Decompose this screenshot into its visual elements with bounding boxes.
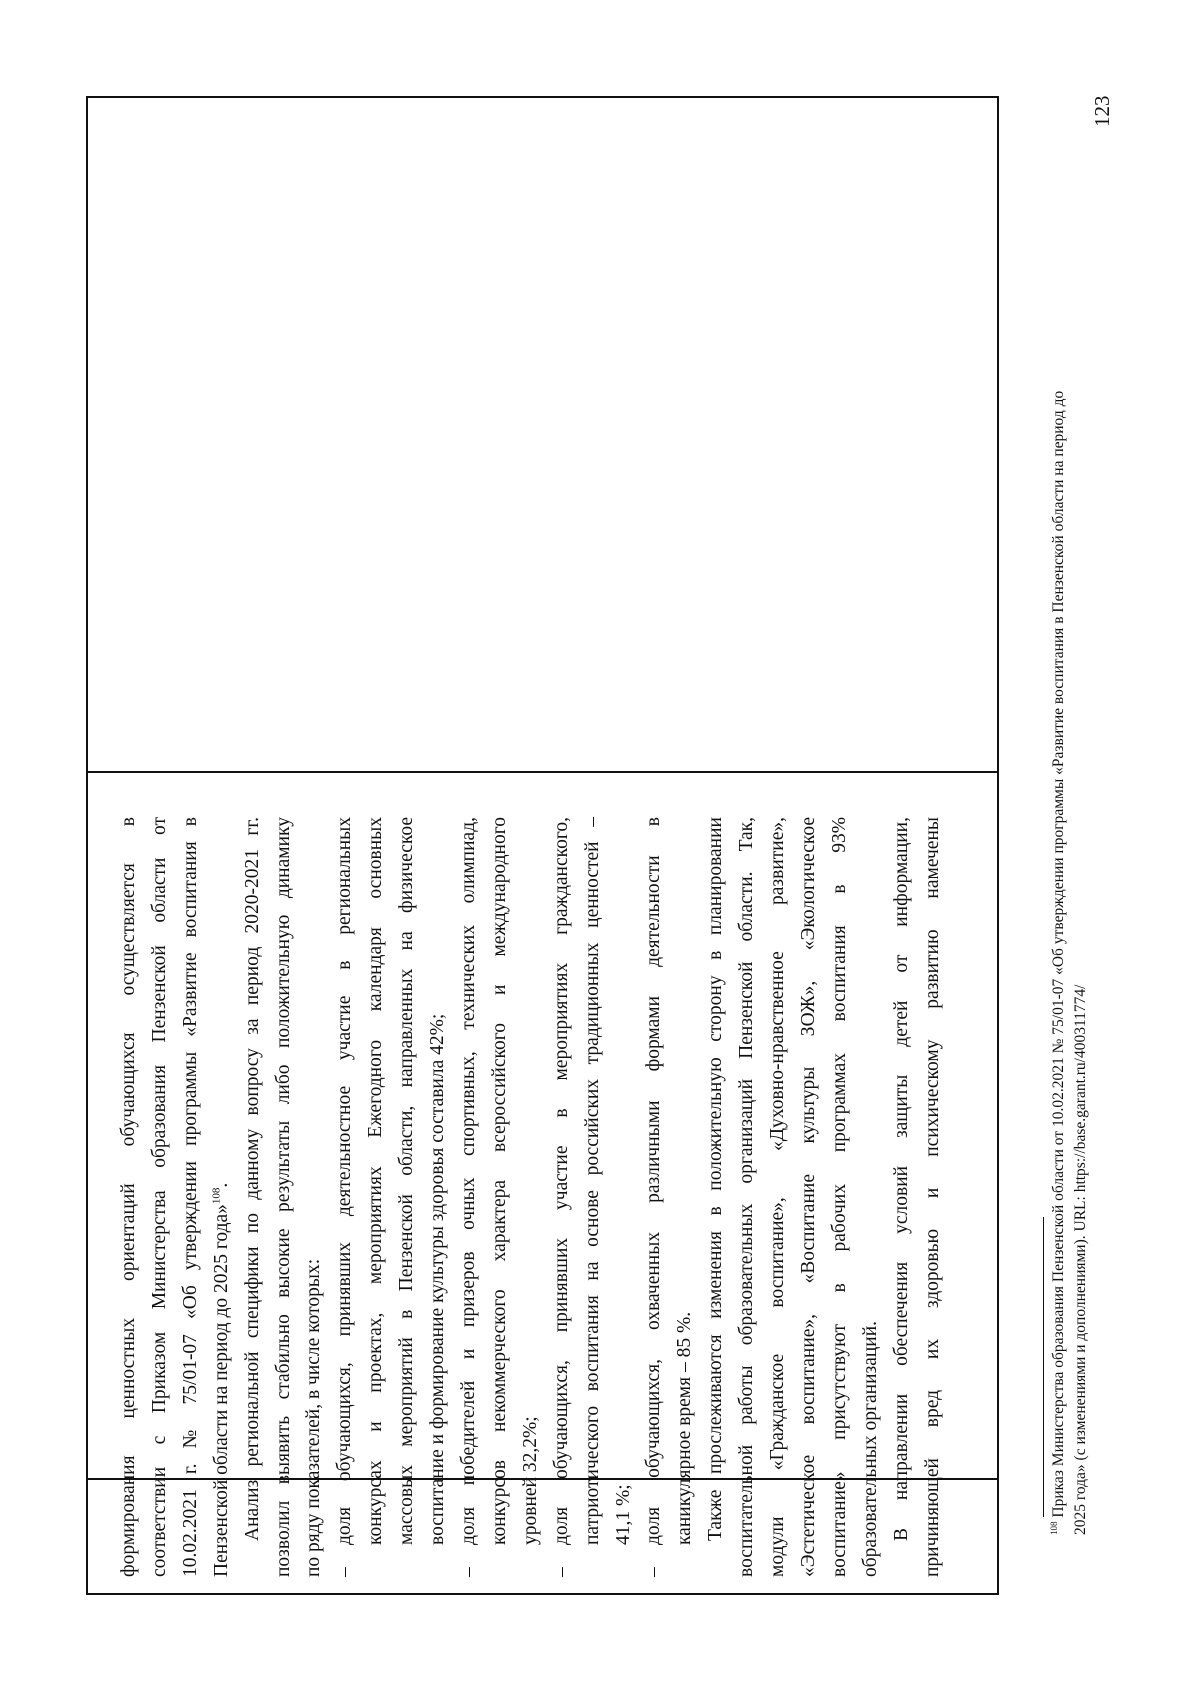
list-item	[454, 817, 547, 1577]
footnote-line: 2025 года» (с изменениями и дополнениями). URL: https://base.garant.ru/400311774/	[1072, 984, 1089, 1535]
text-fragment: Пензенской области на период до 2025 года»	[210, 1204, 232, 1577]
table-cell-text	[114, 817, 948, 1577]
list-item	[639, 817, 701, 1577]
text-line: позволил выявить стабильно высокие результаты либо положительную динамику	[272, 817, 294, 1577]
text-line: по ряду показателей, в числе которых:	[303, 1258, 325, 1577]
text-line: причиняющей вред их здоровью и психическому развитию намечены	[921, 817, 943, 1577]
text-line: образовательных организаций.	[859, 1320, 881, 1577]
footnote-reference: 108	[210, 1187, 223, 1205]
text-line: патриотического воспитания на основе российских традиционных ценностей –	[581, 817, 603, 1545]
text-line: соответствии с Приказом Министерства образования Пензенской области от	[148, 817, 170, 1577]
text-line: Также прослеживаются изменения в положительную сторону в планировании	[705, 817, 727, 1541]
text-line: конкурсах и проектах, мероприятиях Ежегодного календаря основных	[365, 817, 387, 1545]
text-line: доля победителей и призеров очных спортивных, технических олимпиад,	[457, 817, 479, 1545]
text-line: доля обучающихся, принявших участие в мероприятиях гражданского,	[550, 817, 572, 1545]
text-line: уровней 32,2%;	[519, 1416, 541, 1545]
text-line: модули «Гражданское воспитание», «Духовно-нравственное развитие»,	[767, 817, 789, 1577]
text-line	[207, 817, 238, 1577]
footnote-number: 108	[1048, 1521, 1059, 1535]
text-fragment: .	[210, 1182, 232, 1188]
text-line: доля обучающихся, охваченных различными формами деятельности в	[643, 817, 665, 1545]
list-item	[330, 817, 454, 1577]
text-line: «Эстетическое воспитание», «Воспитание культуры ЗОЖ», «Экологическое	[797, 817, 819, 1577]
text-line: В направлении обеспечения условий защиты детей от информации,	[890, 817, 912, 1541]
footnote-text: Приказ Министерства образования Пензенской области от 10.02.2021 № 75/01-07 «Об утверждении программы «Развитие воспитания в Пензенской области на период до	[1050, 390, 1067, 1518]
text-line: каникулярное время – 85 %.	[674, 1311, 696, 1545]
list-dash: –	[457, 1567, 479, 1577]
page-number: 123	[1090, 95, 1114, 127]
footnote-separator	[1043, 1217, 1044, 1517]
footnote	[1048, 105, 1092, 1535]
text-line: массовых мероприятий в Пензенской области, направленных на физическое	[396, 817, 418, 1545]
table-column-divider-right	[88, 771, 997, 773]
footnote-line	[1048, 105, 1070, 1535]
text-line: 41,1 %;	[612, 1484, 634, 1545]
list-dash: –	[334, 1567, 356, 1577]
text-line: воспитательной работы образовательных организаций Пензенской области. Так,	[736, 817, 758, 1577]
text-line: воспитание и формирование культуры здоровья составила 42%;	[427, 1013, 449, 1545]
list-dash: –	[550, 1567, 572, 1577]
text-line: доля обучающихся, принявших деятельностное участие в региональных	[334, 817, 356, 1545]
text-line: конкурсов некоммерческого характера всероссийского и международного	[488, 817, 510, 1545]
text-line: воспитание» присутствуют в рабочих программах воспитания в 93%	[828, 817, 850, 1577]
text-line: 10.02.2021 г. № 75/01-07 «Об утверждении программы «Развитие воспитания в	[179, 817, 201, 1577]
list-dash: –	[643, 1567, 665, 1577]
list-item	[547, 817, 640, 1577]
text-line: формирования ценностных ориентаций обучающихся осуществляется в	[118, 817, 139, 1577]
text-line: Анализ региональной специфики по данному вопросу за период 2020-2021 гг.	[241, 817, 263, 1541]
